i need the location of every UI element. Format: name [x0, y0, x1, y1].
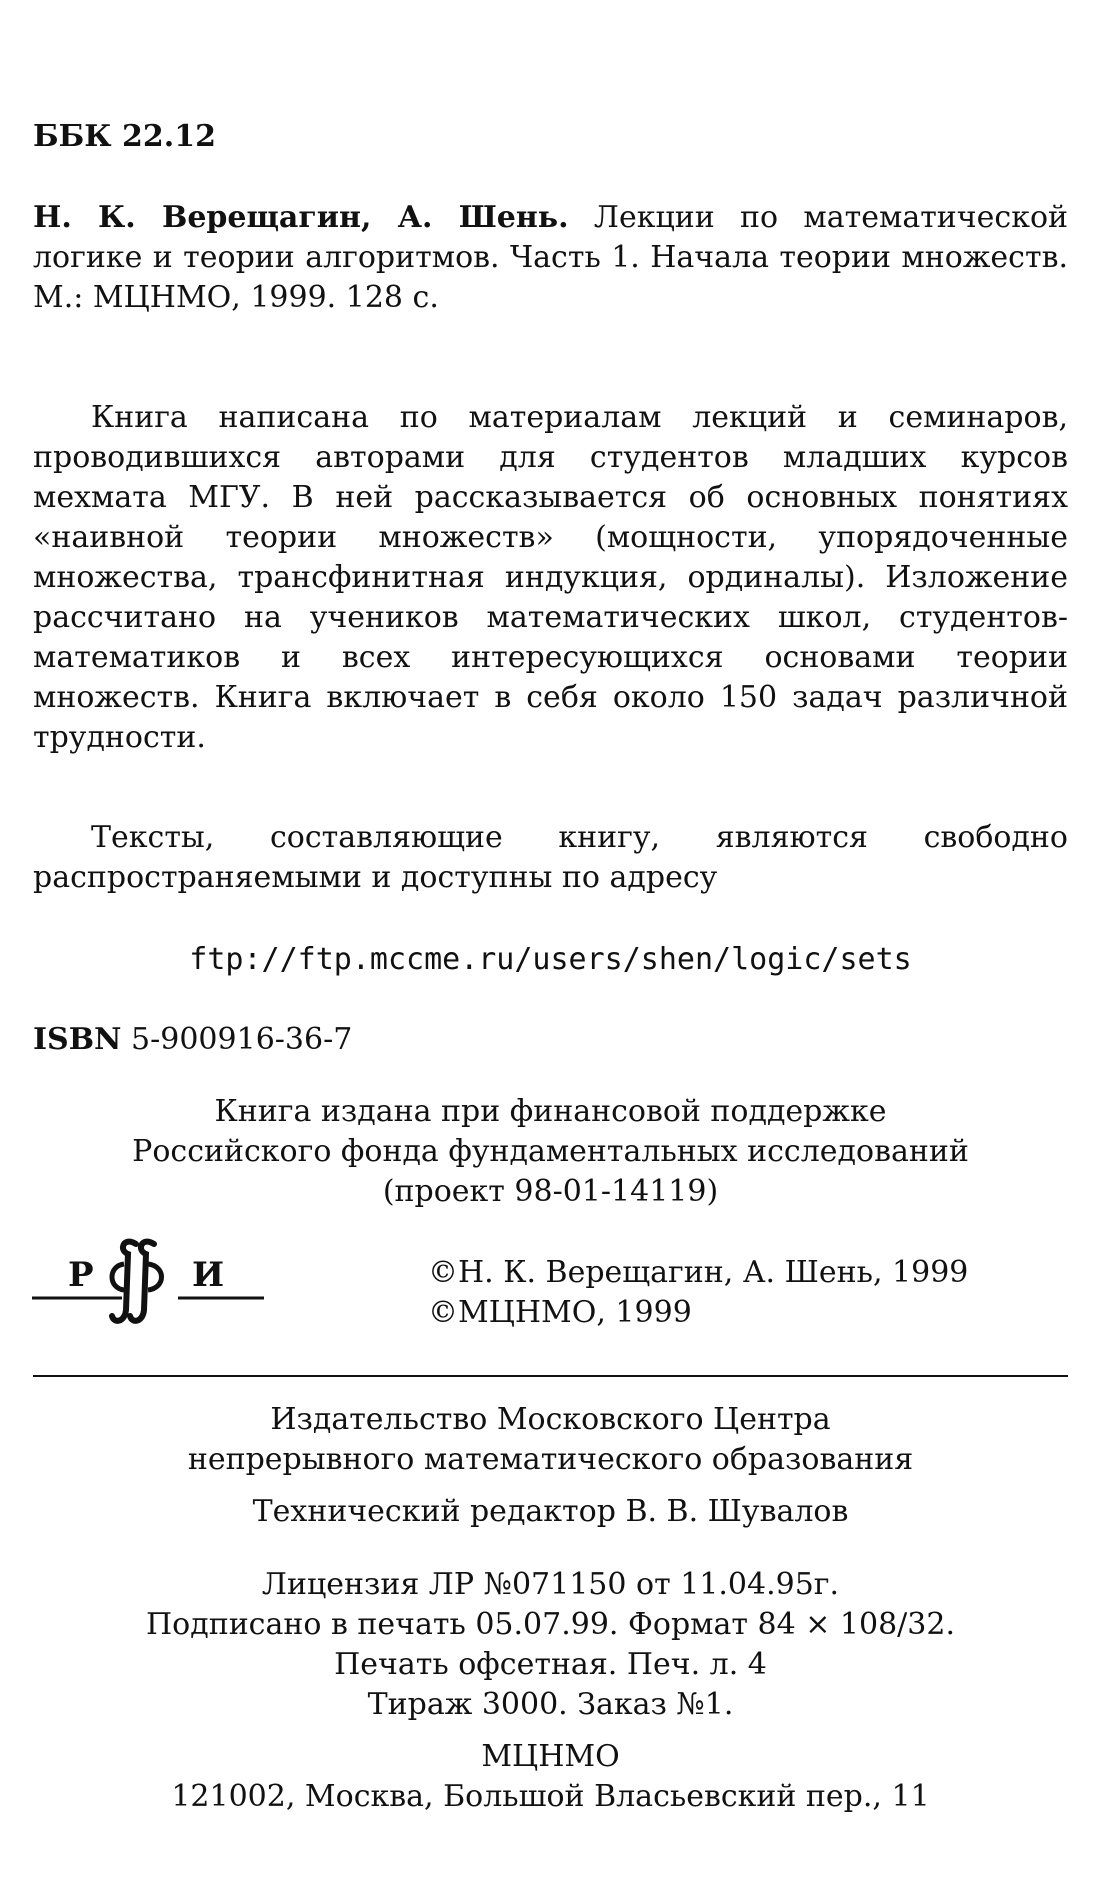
ftp-address: ftp://ftp.mccme.ru/users/shen/logic/sets [189, 942, 912, 977]
citation-text: Лекции по математической логике и теории алгоритмов. Часть 1. Начала теории множеств. М.: МЦНМО, 1999. 128 с. [33, 200, 1068, 315]
rffi-logo [28, 1230, 268, 1330]
print-run-line: Тираж 3000. Заказ №1. [367, 1687, 734, 1722]
abstract-paragraph-2: Тексты, составляющие книгу, являются свободно распространяемыми и доступны по адресу [33, 820, 1068, 895]
funding-note [33, 1092, 1068, 1212]
funding-line-3: (проект 98-01-14119) [382, 1174, 719, 1209]
publisher-address: 121002, Москва, Большой Власьевский пер., 11 [171, 1779, 930, 1814]
funding-line-1: Книга издана при финансовой поддержке [214, 1094, 887, 1129]
technical-editor: Технический редактор В. В. Шувалов [252, 1494, 849, 1529]
funding-line-2: Российского фонда фундаментальных исследований [132, 1134, 969, 1169]
isbn-number: 5-900916-36-7 [131, 1022, 353, 1057]
copyright-publisher: ©МЦНМО, 1999 [428, 1295, 692, 1330]
isbn-label: ISBN [33, 1022, 122, 1057]
publisher-line-2: непрерывного математического образования [187, 1442, 914, 1477]
print-type-line: Печать офсетная. Печ. л. 4 [334, 1647, 767, 1682]
license-line: Лицензия ЛР №071150 от 11.04.95г. [261, 1567, 840, 1602]
bbk-code: ББК 22.12 [33, 119, 216, 154]
isbn-line [33, 1020, 1068, 1060]
copyright-block [428, 1253, 1068, 1333]
copyright-authors: ©Н. К. Верещагин, А. Шень, 1999 [428, 1255, 969, 1290]
rffi-logo-letter-right: И [192, 1255, 225, 1295]
print-details [33, 1565, 1068, 1725]
abstract-paragraph-1: Книга написана по материалам лекций и семинаров, проводившихся авторами для студентов младших курсов мехмата МГУ. В ней рассказывается об основных понятиях «наивной теории множеств» (мощности, упорядоченные множества, трансфинитная индукция, ординалы). Изложение рассчитано на учеников математических школ, студентов-математиков и всех интересующихся основами теории множеств. Книга включает в себя около 150 задач различной трудности. [33, 400, 1068, 755]
rffi-logo-letter-left: Р [68, 1255, 94, 1295]
citation-authors: Н. К. Верещагин, А. Шень. [33, 200, 569, 235]
bibliographic-citation [33, 198, 1068, 318]
publisher-line-1: Издательство Московского Центра [270, 1402, 831, 1437]
divider [33, 1375, 1068, 1377]
publisher-name-block [33, 1400, 1068, 1480]
publisher-address-block [33, 1737, 1068, 1817]
publisher-short-name: МЦНМО [481, 1739, 620, 1774]
signed-line: Подписано в печать 05.07.99. Формат 84 × 108/32. [146, 1607, 955, 1642]
